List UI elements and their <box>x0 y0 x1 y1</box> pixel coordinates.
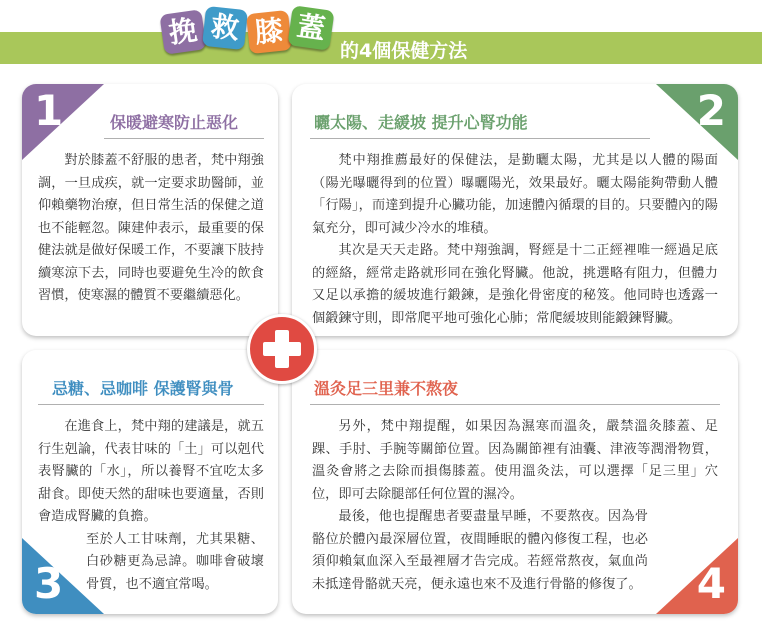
method-card-1 <box>22 84 278 336</box>
method-card-2 <box>292 84 738 336</box>
card-number: 4 <box>696 559 726 608</box>
paragraph: 另外，梵中翔提醒，如果因為濕寒而溫灸，嚴禁溫灸膝蓋、足踝、手肘、手腕等關節位置。因為關節裡有油囊、津液等潤滑物質，溫灸會將之去除而損傷膝蓋。使用溫灸法，可以選擇「足三里」穴位，即可去除腿部任何位置的濕冷。 <box>312 419 718 502</box>
title-badges <box>162 4 342 54</box>
card-title: 曬太陽、走緩坡 提升心腎功能 <box>314 113 528 132</box>
card-title: 保暖避寒防止惡化 <box>110 113 239 132</box>
card-body <box>312 150 718 330</box>
card-title: 忌糖、忌咖啡 保護腎與骨 <box>52 379 234 398</box>
plus-cross-icon <box>247 314 317 384</box>
divider <box>310 138 650 139</box>
paragraph: 其次是天天走路。梵中翔強調，腎經是十二正經裡唯一經過足底的經絡，經常走路就形同在強化腎臟。他說，挑選略有阻力，但體力又足以承擔的緩坡進行鍛鍊，是強化骨密度的秘笈。他同時也透露一個鍛鍊守則，即常爬平地可強化心肺；常爬緩坡則能鍛鍊腎臟。 <box>312 243 718 326</box>
method-card-3 <box>22 350 278 614</box>
card-body <box>38 416 264 596</box>
title-char-4: 蓋 <box>287 5 334 50</box>
divider <box>310 404 720 405</box>
paragraph: 在進食上，梵中翔的建議是，就五行生剋論，代表甘味的「土」可以剋代表腎臟的「水」，所以養腎不宜吃太多甜食。即使天然的甜味也要適量，否則會造成腎臟的負擔。 <box>38 419 264 524</box>
card-body <box>312 416 718 596</box>
divider <box>38 404 264 405</box>
paragraph: 對於膝蓋不舒服的患者，梵中翔強調，一旦成疾，就一定要求助醫師，並仰賴藥物治療，但日常生活的保健之道也不能輕忽。陳建仲表示，最重要的保健法就是做好保暖工作，不要讓下肢持續寒涼下去，同時也要避免生冷的飲食習慣，使寒濕的體質不要繼續惡化。 <box>38 153 264 303</box>
title-char-3: 膝 <box>246 10 292 54</box>
card-number: 3 <box>34 559 64 608</box>
paragraph: 最後，他也提醒患者要盡量早睡，不要熬夜。因為骨骼位於體內最深層位置，夜間睡眠的體內修復工程，也必須仰賴氣血深入至最裡層才告完成。若經常熬夜，氣血尚未抵達骨骼就天亮，便永遠也來不及進行骨骼的修復了。 <box>312 509 648 592</box>
card-number: 1 <box>34 86 64 135</box>
method-card-4 <box>292 350 738 614</box>
page-title: 的4個保健方法 <box>340 40 468 62</box>
card-body <box>38 150 264 308</box>
title-char-1: 挽 <box>159 9 206 54</box>
paragraph: 至於人工甘味劑，尤其果糖、白砂糖更為忌諱。咖啡會破壞骨質，也不適宜常喝。 <box>86 531 264 592</box>
divider <box>104 138 264 139</box>
card-number: 2 <box>696 86 726 135</box>
card-title: 溫灸足三里兼不熬夜 <box>314 379 459 398</box>
paragraph: 梵中翔推薦最好的保健法，是勤曬太陽，尤其是以人體的陽面（陽光曝曬得到的位置）曝曬陽光，效果最好。曬太陽能夠帶動人體「行陽」，而達到提升心臟功能，加速體內循環的目的。只要體內的陽氣充分，即可減少冷水的堆積。 <box>312 153 718 236</box>
title-char-2: 救 <box>202 6 248 50</box>
